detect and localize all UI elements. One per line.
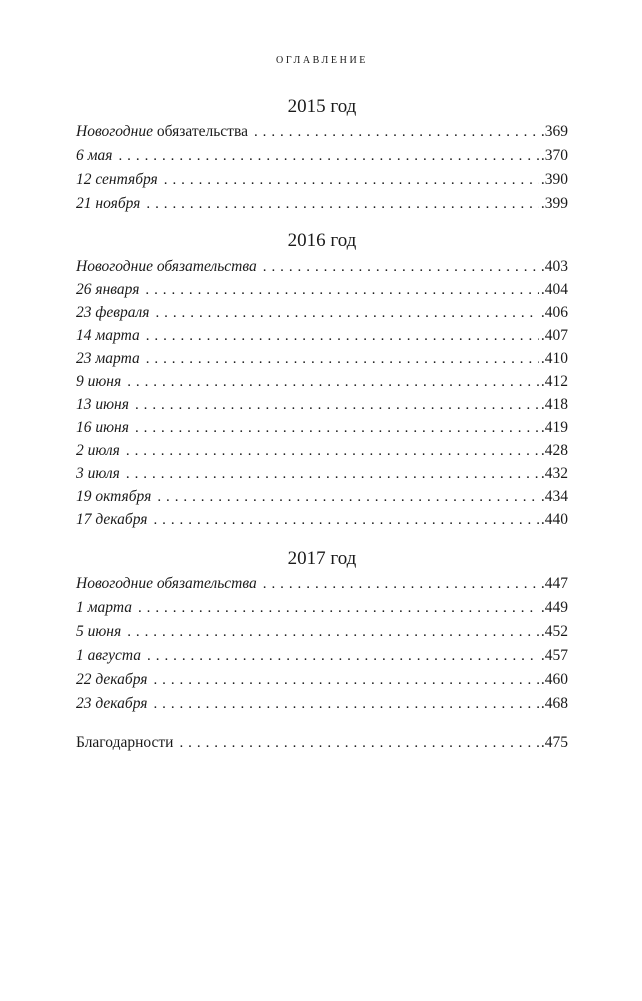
- toc-entry[interactable]: [76, 324, 568, 348]
- entry-page: .428: [540, 442, 568, 459]
- dot-leader: [126, 439, 539, 463]
- entry-label: 23 марта: [76, 350, 140, 367]
- toc-entry[interactable]: [76, 508, 568, 532]
- entry-page: .369: [540, 123, 568, 140]
- entry-label: 19 октября: [76, 488, 152, 505]
- entry-label: 21 ноября: [76, 195, 141, 212]
- dot-leader: [254, 120, 539, 144]
- entry-page: .434: [540, 488, 568, 505]
- dot-leader: [155, 301, 538, 325]
- entry-label: 12 сентября: [76, 171, 158, 188]
- entry-label: 1 марта: [76, 599, 132, 616]
- entry-label: 2 июля: [76, 442, 120, 459]
- dot-leader: [147, 644, 539, 668]
- entry-page: .412: [540, 373, 568, 390]
- toc-entry[interactable]: [76, 596, 568, 620]
- entry-page: .399: [540, 195, 568, 212]
- toc-entry[interactable]: [76, 416, 568, 440]
- entry-label: 5 июня: [76, 623, 122, 640]
- toc-entry[interactable]: [76, 668, 568, 692]
- entry-page: .370: [540, 147, 568, 164]
- entry-page: .460: [540, 671, 568, 688]
- dot-leader: [135, 416, 539, 440]
- entry-page: .457: [540, 647, 568, 664]
- toc-entry[interactable]: [76, 347, 568, 371]
- entry-page: .390: [540, 171, 568, 188]
- entry-label: 6 мая: [76, 147, 113, 164]
- entry-label: 3 июля: [76, 465, 120, 482]
- toc-entry[interactable]: [76, 192, 568, 216]
- dot-leader: [118, 144, 538, 168]
- entry-page: .447: [540, 575, 568, 592]
- toc-entry[interactable]: [76, 168, 568, 192]
- dot-leader: [157, 485, 539, 509]
- toc-entry[interactable]: [76, 485, 568, 509]
- dot-leader: [138, 596, 539, 620]
- dot-leader: [126, 462, 539, 486]
- entry-page: .418: [540, 396, 568, 413]
- entry-label: Новогодние обязательства: [76, 575, 257, 592]
- toc-entry[interactable]: [76, 462, 568, 486]
- entry-page: .475: [540, 734, 568, 751]
- entry-label: 23 февраля: [76, 304, 150, 321]
- toc-entry[interactable]: [76, 620, 568, 644]
- entry-label: 9 июня: [76, 373, 122, 390]
- section-title-2016: 2016 год: [287, 230, 357, 251]
- toc-entry[interactable]: [76, 120, 568, 144]
- toc-entry[interactable]: [76, 572, 568, 596]
- toc-heading: оглавление: [276, 52, 368, 67]
- entry-label: Благодарности: [76, 734, 174, 751]
- entry-page: .410: [540, 350, 568, 367]
- toc-entry[interactable]: [76, 370, 568, 394]
- dot-leader: [179, 731, 538, 755]
- toc-entry[interactable]: [76, 692, 568, 716]
- entry-page: .432: [540, 465, 568, 482]
- entry-label: 1 августа: [76, 647, 142, 664]
- entry-label: Новогодние обязательства: [76, 123, 248, 140]
- entry-label: 14 марта: [76, 327, 140, 344]
- entry-page: .419: [540, 419, 568, 436]
- entry-page: .404: [540, 281, 568, 298]
- entry-label: 13 июня: [76, 396, 129, 413]
- entry-page: .449: [540, 599, 568, 616]
- toc-entry[interactable]: [76, 278, 568, 302]
- entry-label: 26 января: [76, 281, 140, 298]
- entry-page: .403: [540, 258, 568, 275]
- dot-leader: [135, 393, 539, 417]
- dot-leader: [263, 572, 539, 596]
- dot-leader: [164, 168, 539, 192]
- dot-leader: [127, 370, 539, 394]
- entry-page: .440: [540, 511, 568, 528]
- toc-entry[interactable]: [76, 255, 568, 279]
- entry-label: 16 июня: [76, 419, 129, 436]
- entry-label: 17 декабря: [76, 511, 148, 528]
- dot-leader: [146, 324, 539, 348]
- dot-leader: [153, 692, 538, 716]
- dot-leader: [146, 192, 539, 216]
- toc-entry[interactable]: [76, 439, 568, 463]
- dot-leader: [146, 347, 539, 371]
- toc-entry[interactable]: [76, 301, 568, 325]
- dot-leader: [145, 278, 538, 302]
- toc-entry[interactable]: [76, 144, 568, 168]
- entry-page: .407: [540, 327, 568, 344]
- toc-entry[interactable]: [76, 644, 568, 668]
- dot-leader: [263, 255, 539, 279]
- entry-page: .452: [540, 623, 568, 640]
- dot-leader: [127, 620, 539, 644]
- dot-leader: [153, 508, 538, 532]
- entry-label: Новогодние обязательства: [76, 258, 257, 275]
- entry-page: .468: [540, 695, 568, 712]
- section-title-2015: 2015 год: [287, 96, 357, 117]
- toc-entry-acknowledgements[interactable]: [76, 731, 568, 755]
- section-title-2017: 2017 год: [287, 548, 357, 569]
- entry-page: .406: [540, 304, 568, 321]
- entry-label: 22 декабря: [76, 671, 148, 688]
- dot-leader: [153, 668, 538, 692]
- toc-entry[interactable]: [76, 393, 568, 417]
- entry-label: 23 декабря: [76, 695, 148, 712]
